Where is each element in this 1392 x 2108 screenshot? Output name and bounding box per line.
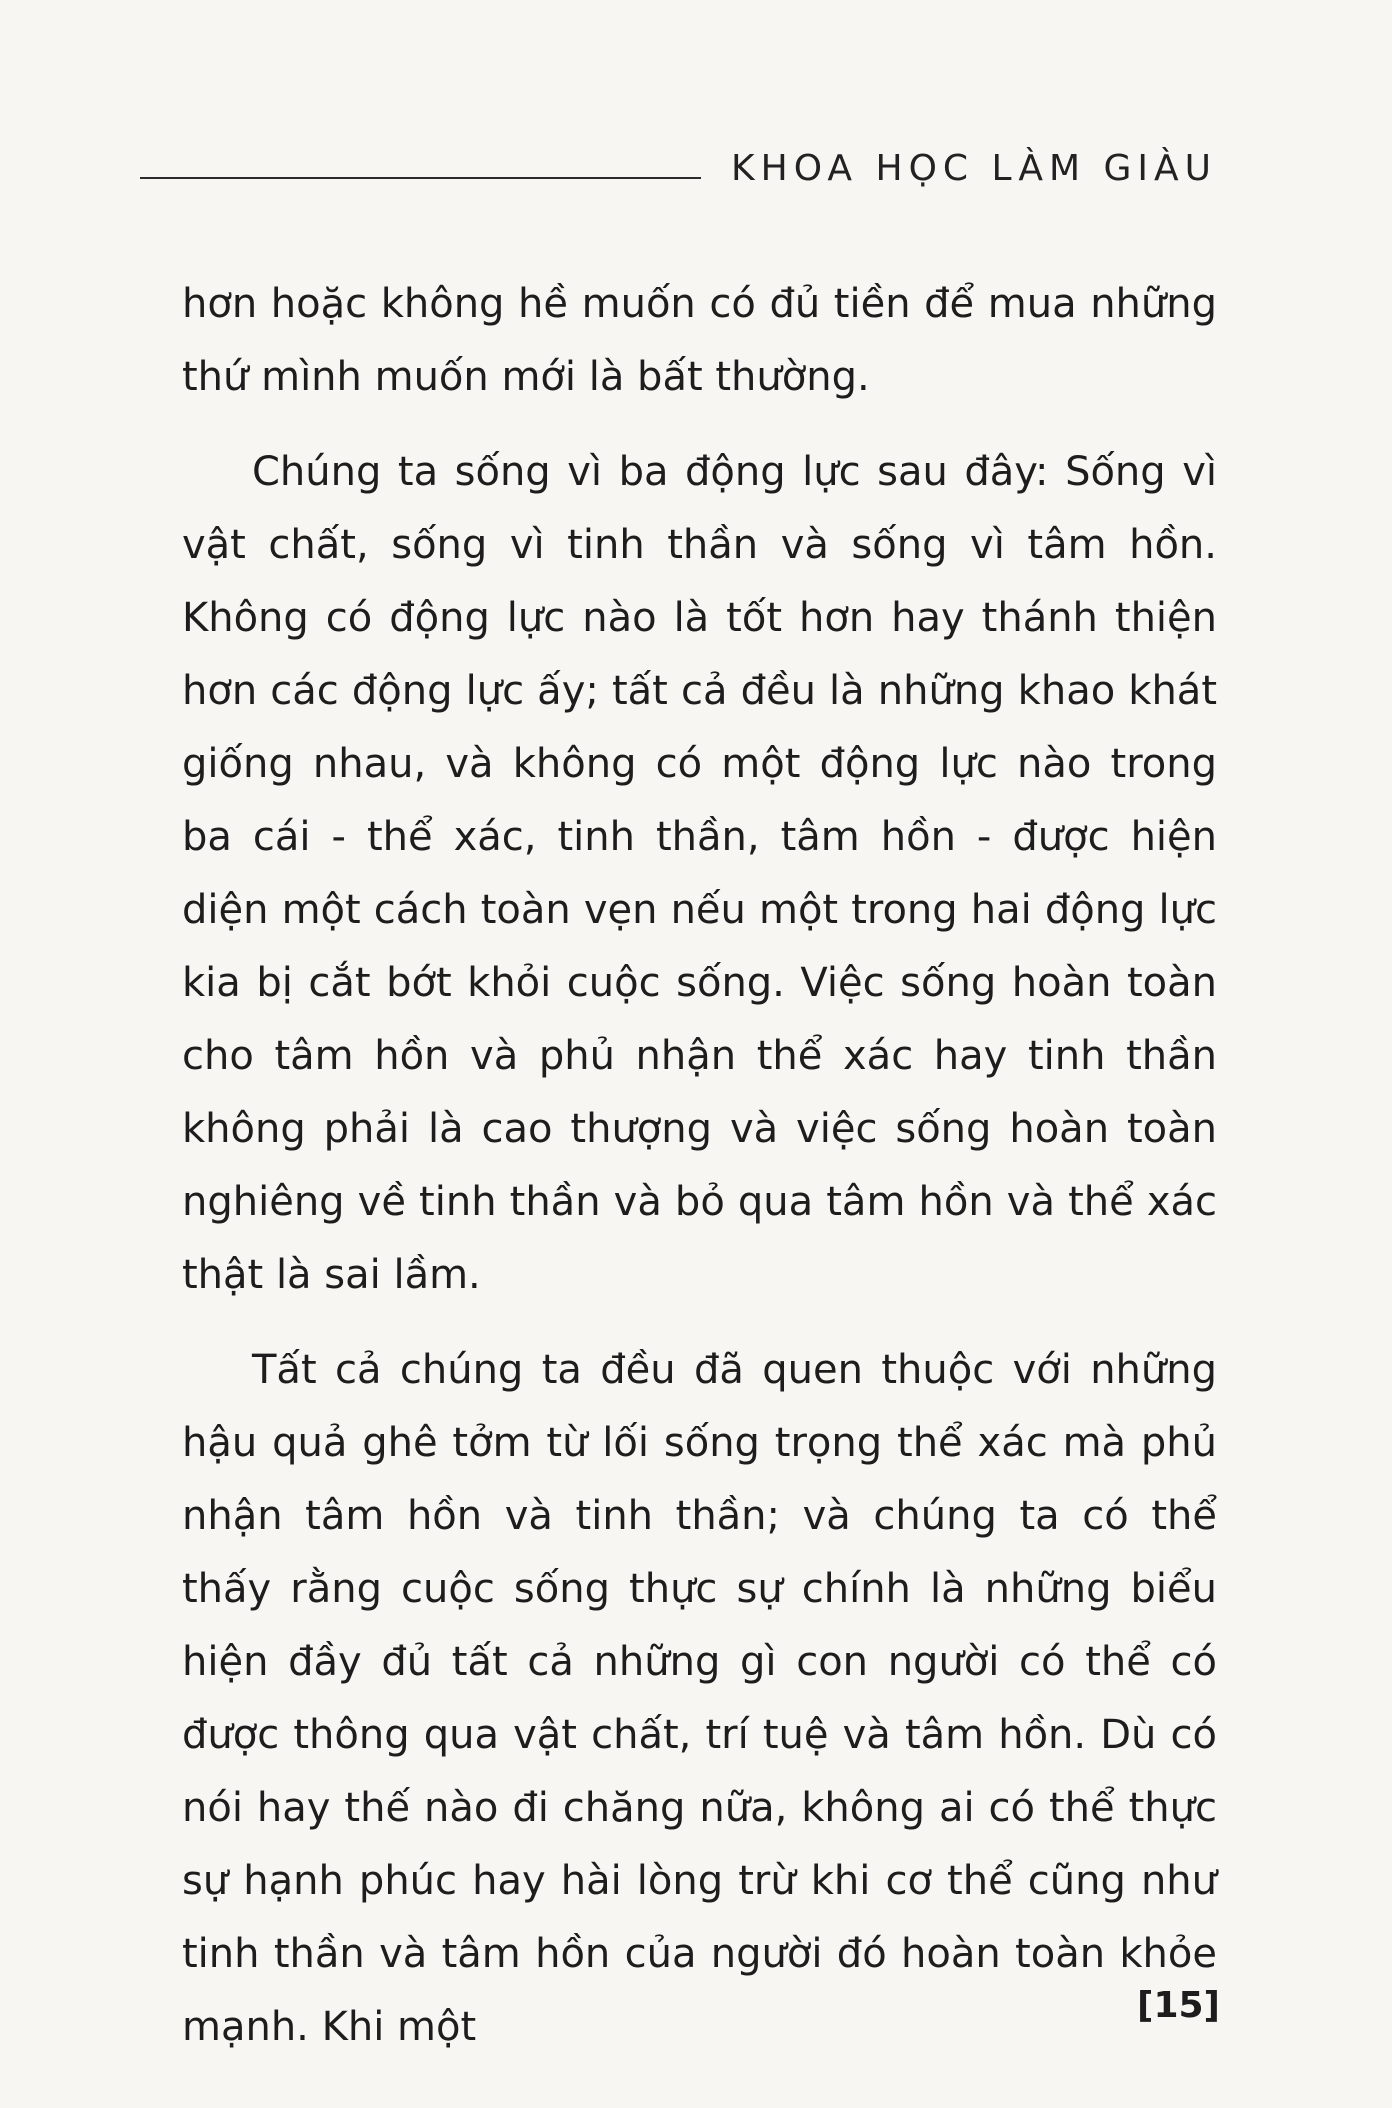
page-number: [15] (1136, 1985, 1220, 2026)
paragraph: Chúng ta sống vì ba động lực sau đây: Sống vì vật chất, sống vì tinh thần và sống vì tâm hồn. Không có động lực nào là tốt hơn hay thánh thiện hơn các động lực ấy; tất cả đều là những khao khát giống nhau, và không có một động lực nào trong ba cái - thể xác, tinh thần, tâm hồn - được hiện diện một cách toàn vẹn nếu một trong hai động lực kia bị cắt bớt khỏi cuộc sống. Việc sống hoàn toàn cho tâm hồn và phủ nhận thể xác hay tinh thần không phải là cao thượng và việc sống hoàn toàn nghiêng về tinh thần và bỏ qua tâm hồn và thể xác thật là sai lầm. (182, 449, 1217, 1298)
paragraph-continued: hơn hoặc không hề muốn có đủ tiền để mua những thứ mình muốn mới là bất thường. (182, 281, 1217, 400)
chapter-title: KHOA HỌC LÀM GIÀU (731, 147, 1217, 189)
header-rule (140, 177, 701, 179)
running-header (140, 138, 1217, 198)
paragraph: Tất cả chúng ta đều đã quen thuộc với những hậu quả ghê tởm từ lối sống trọng thể xác mà phủ nhận tâm hồn và tinh thần; và chúng ta có thể thấy rằng cuộc sống thực sự chính là những biểu hiện đầy đủ tất cả những gì con người có thể có được thông qua vật chất, trí tuệ và tâm hồn. Dù có nói hay thế nào đi chăng nữa, không ai có thể thực sự hạnh phúc hay hài lòng trừ khi cơ thể cũng như tinh thần và tâm hồn của người đó hoàn toàn khỏe mạnh. Khi một (182, 1347, 1217, 2050)
body-text (182, 268, 1217, 2086)
